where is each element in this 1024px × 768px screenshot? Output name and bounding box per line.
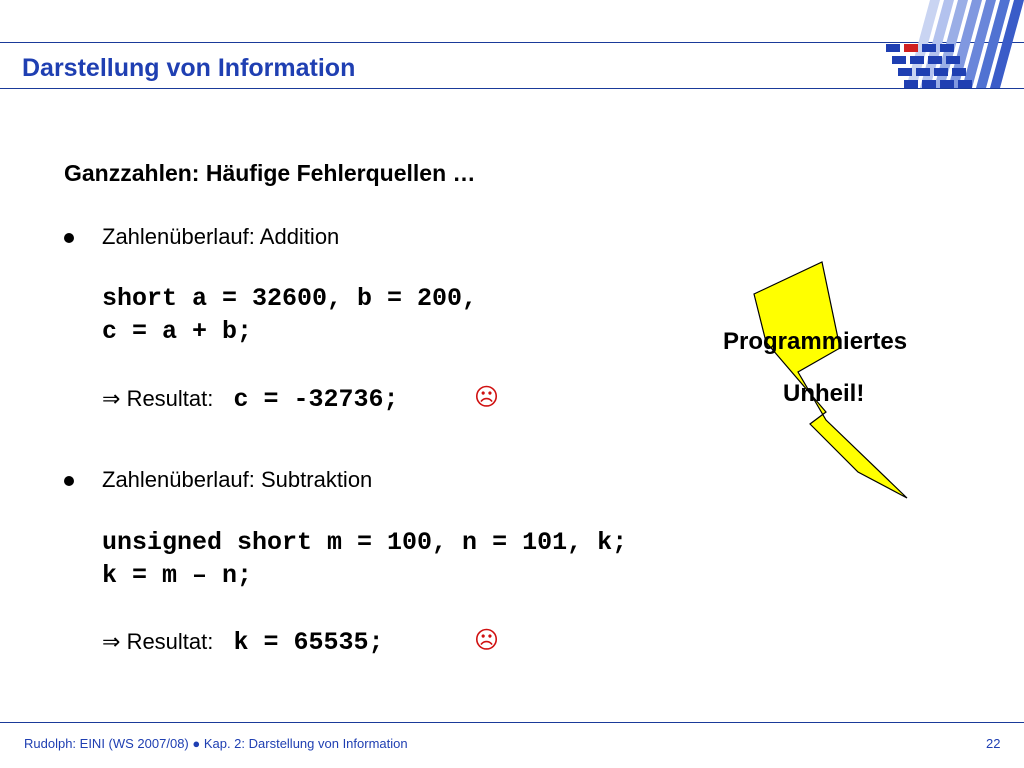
result-line-addition [102,385,399,414]
implies-arrow-icon: ⇒ [102,629,121,654]
result-label: Resultat: [126,386,214,411]
result-line-subtraction [102,628,384,657]
result-code: c = -32736; [233,385,399,414]
code-block-addition [102,282,477,348]
code-line: unsigned short m = 100, n = 101, k; [102,528,628,557]
section-heading: Ganzzahlen: Häufige Fehlerquellen … [64,160,476,186]
result-label: Resultat: [126,629,214,654]
bullet-label-addition: Zahlenüberlauf: Addition [102,224,340,249]
frown-face-icon: ☹ [474,627,500,654]
footer-info: Rudolph: EINI (WS 2007/08) ● Kap. 2: Darstellung von Information [24,736,408,751]
page-title: Darstellung von Information [22,54,356,82]
bullet-label-subtraction: Zahlenüberlauf: Subtraktion [102,467,373,492]
code-line: c = a + b; [102,317,253,346]
result-code: k = 65535; [233,628,384,657]
bullet-dot [64,233,74,243]
bullet-dot [64,476,74,486]
callout-line-2: Unheil! [783,380,865,407]
footer-rule [0,722,1024,723]
callout-line-1: Programmiertes [723,328,908,355]
code-line: k = m – n; [102,561,253,590]
implies-arrow-icon: ⇒ [102,386,121,411]
code-line: short a = 32600, b = 200, [102,284,478,313]
code-block-subtraction [102,526,627,592]
header-rule-bottom [0,88,1024,89]
page-number: 22 [986,736,1001,751]
header-rule-top [0,42,1024,43]
tu-dortmund-logo-icon [878,0,1024,92]
frown-face-icon: ☹ [474,384,500,411]
